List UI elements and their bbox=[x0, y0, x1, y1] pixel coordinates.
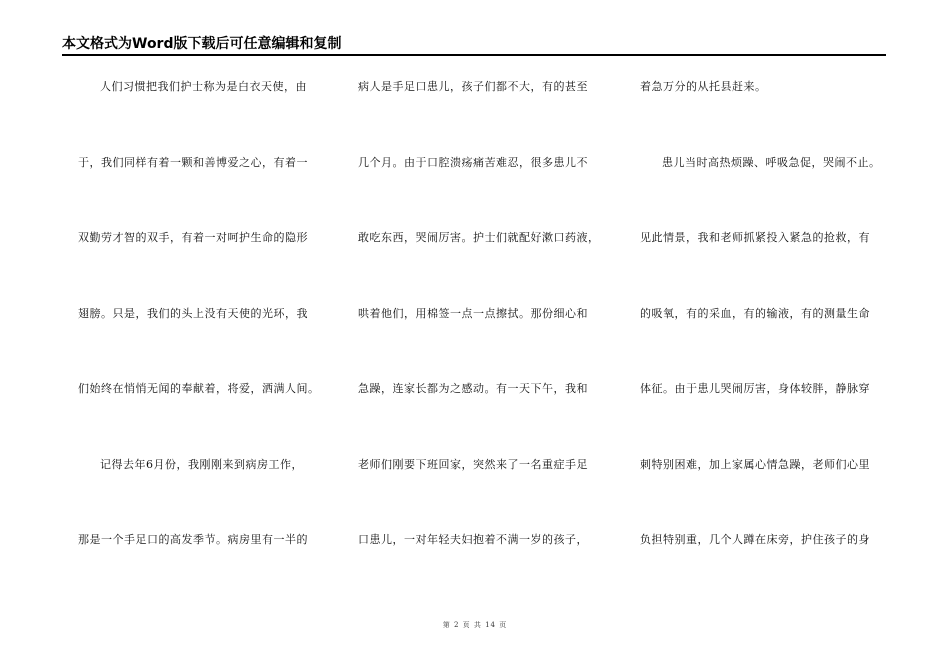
text-line: 于，我们同样有着一颗和善博爱之心，有着一 bbox=[78, 155, 308, 169]
text-line: 们始终在悄悄无闻的奉献着，将爱，洒满人间。 bbox=[78, 382, 320, 395]
text-line: 记得去年6月份，我刚刚来到病房工作， bbox=[100, 457, 303, 471]
text-line: 病人是手足口患儿，孩子们都不大，有的甚至 bbox=[358, 80, 588, 93]
text-column-2 bbox=[358, 80, 610, 609]
text-line: 着急万分的从托县赶来。 bbox=[640, 80, 767, 93]
text-line: 急躁，连家长都为之感动。有一天下午，我和 bbox=[358, 382, 588, 395]
text-line: 哄着他们，用棉签一点一点擦拭。那份细心和 bbox=[358, 306, 588, 320]
text-line: 口患儿，一对年轻夫妇抱着不满一岁的孩子， bbox=[358, 533, 588, 546]
text-line: 刺特别困难，加上家属心情急躁，老师们心里 bbox=[640, 457, 870, 471]
text-line: 体征。由于患儿哭闹厉害，身体较胖，静脉穿 bbox=[640, 382, 870, 395]
text-line: 见此情景，我和老师抓紧投入紧急的抢救，有 bbox=[640, 231, 870, 244]
text-line: 的吸氧，有的采血，有的输液，有的测量生命 bbox=[640, 306, 870, 320]
page-header bbox=[62, 34, 886, 56]
text-line: 那是一个手足口的高发季节。病房里有一半的 bbox=[78, 533, 308, 546]
text-column-1 bbox=[78, 80, 330, 609]
text-line: 负担特别重，几个人蹲在床旁，护住孩子的身 bbox=[640, 533, 870, 546]
text-line: 患儿当时高热烦躁、呼吸急促，哭闹不止。 bbox=[662, 155, 881, 169]
text-line: 翅膀。只是，我们的头上没有天使的光环，我 bbox=[78, 306, 308, 320]
text-line: 几个月。由于口腔溃疡痛苦难忍，很多患儿不 bbox=[358, 155, 588, 169]
text-line: 老师们刚要下班回家，突然来了一名重症手足 bbox=[358, 457, 588, 471]
page-number: 第 2 页 共 14 页 bbox=[442, 621, 508, 629]
document-title: 本文格式为Word版下载后可任意编辑和复制 bbox=[62, 36, 342, 52]
text-line: 双勤劳才智的双手，有着一对呵护生命的隐形 bbox=[78, 231, 308, 244]
text-column-3 bbox=[640, 80, 892, 609]
text-line: 敢吃东西，哭闹厉害。护士们就配好漱口药液， bbox=[358, 231, 600, 244]
text-line: 人们习惯把我们护士称为是白衣天使，由 bbox=[100, 80, 307, 93]
